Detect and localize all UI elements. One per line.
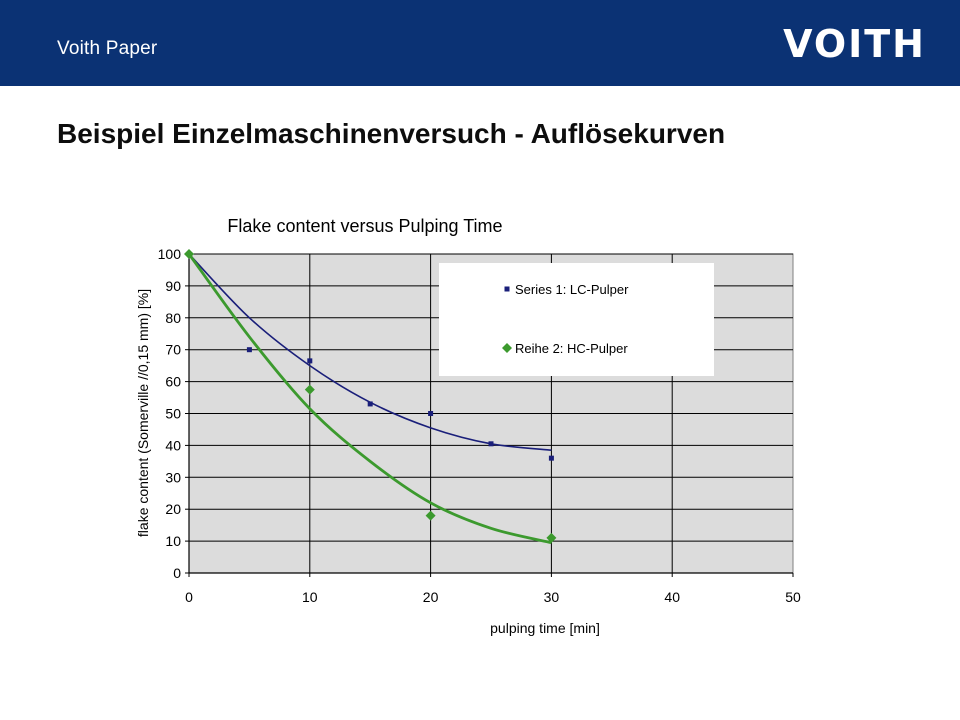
brand-name: Voith Paper xyxy=(57,38,158,59)
x-axis-label: pulping time [min] xyxy=(490,620,600,636)
data-point-series-1 xyxy=(549,456,554,461)
x-tick-label: 40 xyxy=(664,589,680,605)
y-tick-label: 20 xyxy=(165,501,181,518)
y-tick-label: 0 xyxy=(173,565,181,581)
data-point-series-1 xyxy=(307,358,312,363)
data-point-series-1 xyxy=(247,347,252,352)
y-tick-label: 100 xyxy=(157,246,181,262)
y-axis-label: flake content (Somerville //0,15 mm) [%] xyxy=(135,288,151,538)
y-tick-label: 30 xyxy=(165,469,181,486)
x-tick-label: 50 xyxy=(785,589,801,605)
legend xyxy=(439,263,714,376)
legend-marker-series-1 xyxy=(505,287,510,292)
x-tick-label: 10 xyxy=(302,589,318,605)
data-point-series-1 xyxy=(428,411,433,416)
chart-title: Flake content versus Pulping Time xyxy=(227,216,503,236)
legend-label-series-1: Series 1: LC-Pulper xyxy=(515,282,629,297)
slide-title: Beispiel Einzelmaschinenversuch - Auflösekurven xyxy=(57,118,726,149)
x-tick-label: 30 xyxy=(543,589,560,605)
y-tick-label: 50 xyxy=(165,405,181,422)
y-tick-label: 10 xyxy=(165,533,181,550)
y-tick-label: 90 xyxy=(165,277,181,294)
y-tick-label: 60 xyxy=(165,373,181,390)
y-tick-label: 40 xyxy=(165,437,181,454)
data-point-series-1 xyxy=(368,401,373,406)
voith-logo: VOITH xyxy=(783,22,926,66)
x-tick-label: 0 xyxy=(185,589,193,605)
data-point-series-1 xyxy=(489,441,494,446)
y-tick-label: 70 xyxy=(165,341,181,358)
legend-box xyxy=(439,263,714,376)
legend-label-series-2: Reihe 2: HC-Pulper xyxy=(515,341,628,356)
y-tick-label: 80 xyxy=(165,309,181,326)
x-tick-label: 20 xyxy=(422,589,439,605)
